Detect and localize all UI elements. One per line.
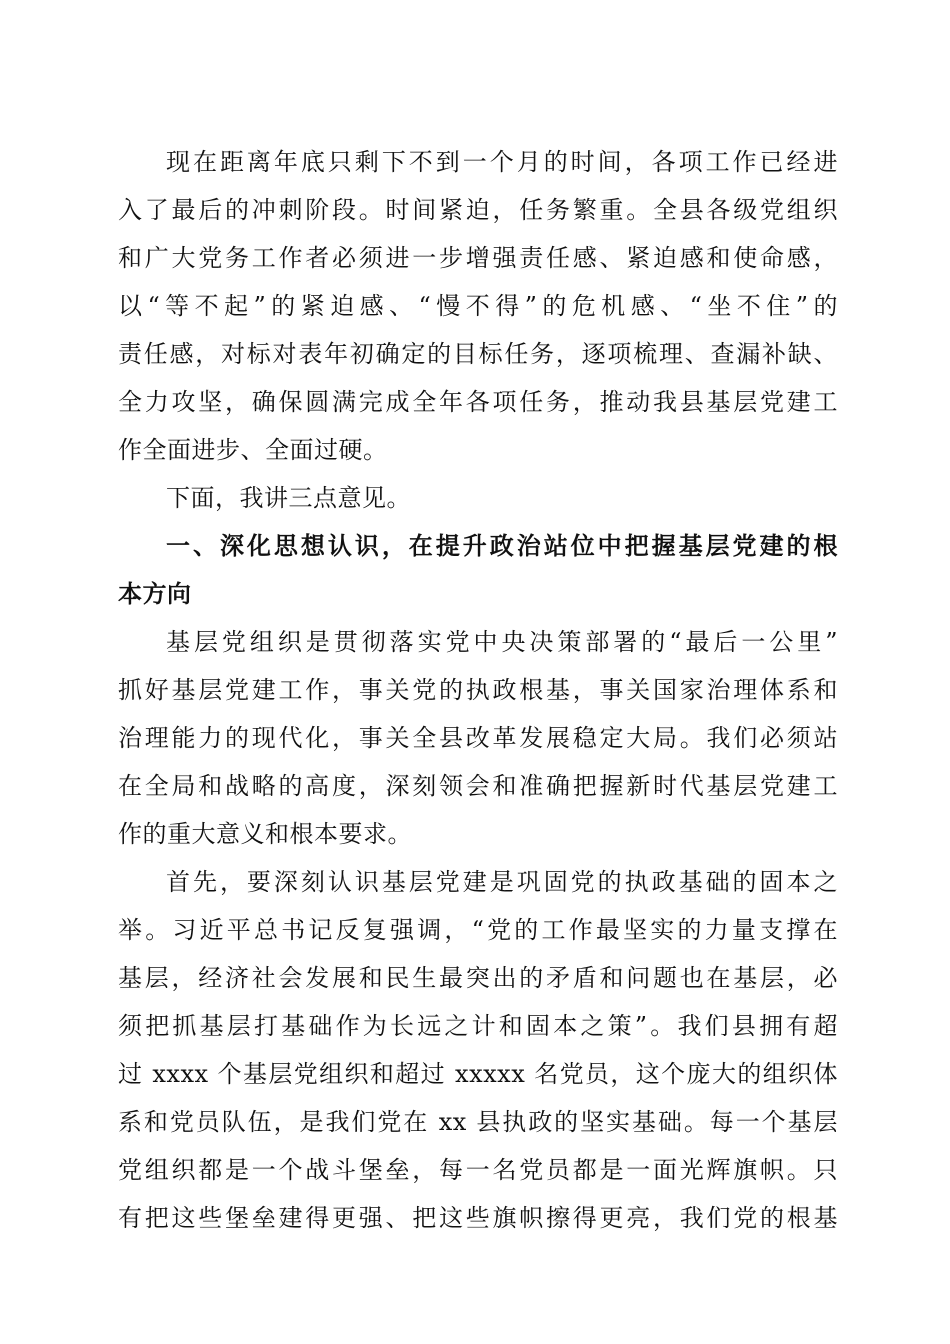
heading-line: 本方向 (118, 580, 192, 608)
text-line: 基层党组织是贯彻落实党中央决策部署的“最后一公里” (166, 628, 838, 656)
text-line: 下面，我讲三点意见。 (166, 484, 411, 512)
text-line: 以“等不起”的紧迫感、“慢不得”的危机感、“坐不住”的 (118, 292, 838, 320)
text-line: 作全面进步、全面过硬。 (118, 436, 388, 464)
paragraph-section-body (118, 618, 838, 858)
text-line: 举。习近平总书记反复强调，“党的工作最坚实的力量支撑在 (118, 916, 838, 944)
paragraph-first-point (118, 858, 838, 1242)
text-line: 现在距离年底只剩下不到一个月的时间，各项工作已经进 (166, 148, 838, 176)
text-line: 须把抓基层打基础作为长远之计和固本之策”。我们县拥有超 (118, 1012, 838, 1040)
document-page (118, 138, 838, 1242)
text-line: 治理能力的现代化，事关全县改革发展稳定大局。我们必须站 (118, 724, 838, 752)
text-line: 全力攻坚，确保圆满完成全年各项任务，推动我县基层党建工 (118, 388, 838, 416)
paragraph-intro (118, 138, 838, 474)
text-line: 首先，要深刻认识基层党建是巩固党的执政基础的固本之 (166, 868, 838, 896)
text-line: 过 xxxx 个基层党组织和超过 xxxxx 名党员，这个庞大的组织体 (118, 1060, 838, 1088)
text-line: 有把这些堡垒建得更强、把这些旗帜擦得更亮，我们党的根基 (118, 1204, 838, 1232)
section-heading (118, 522, 838, 618)
heading-line: 一、深化思想认识，在提升政治站位中把握基层党建的根 (166, 532, 838, 560)
text-line: 在全局和战略的高度，深刻领会和准确把握新时代基层党建工 (118, 772, 838, 800)
text-line: 抓好基层党建工作，事关党的执政根基，事关国家治理体系和 (118, 676, 838, 704)
text-line: 作的重大意义和根本要求。 (118, 820, 412, 848)
text-line: 基层，经济社会发展和民生最突出的矛盾和问题也在基层，必 (118, 964, 838, 992)
text-line: 党组织都是一个战斗堡垒，每一名党员都是一面光辉旗帜。只 (118, 1156, 838, 1184)
paragraph-transition (118, 474, 838, 522)
text-line: 责任感，对标对表年初确定的目标任务，逐项梳理、查漏补缺、 (118, 340, 838, 368)
text-line: 系和党员队伍，是我们党在 xx 县执政的坚实基础。每一个基层 (118, 1108, 838, 1136)
text-line: 和广大党务工作者必须进一步增强责任感、紧迫感和使命感， (118, 244, 838, 272)
text-line: 入了最后的冲刺阶段。时间紧迫，任务繁重。全县各级党组织 (118, 196, 838, 224)
